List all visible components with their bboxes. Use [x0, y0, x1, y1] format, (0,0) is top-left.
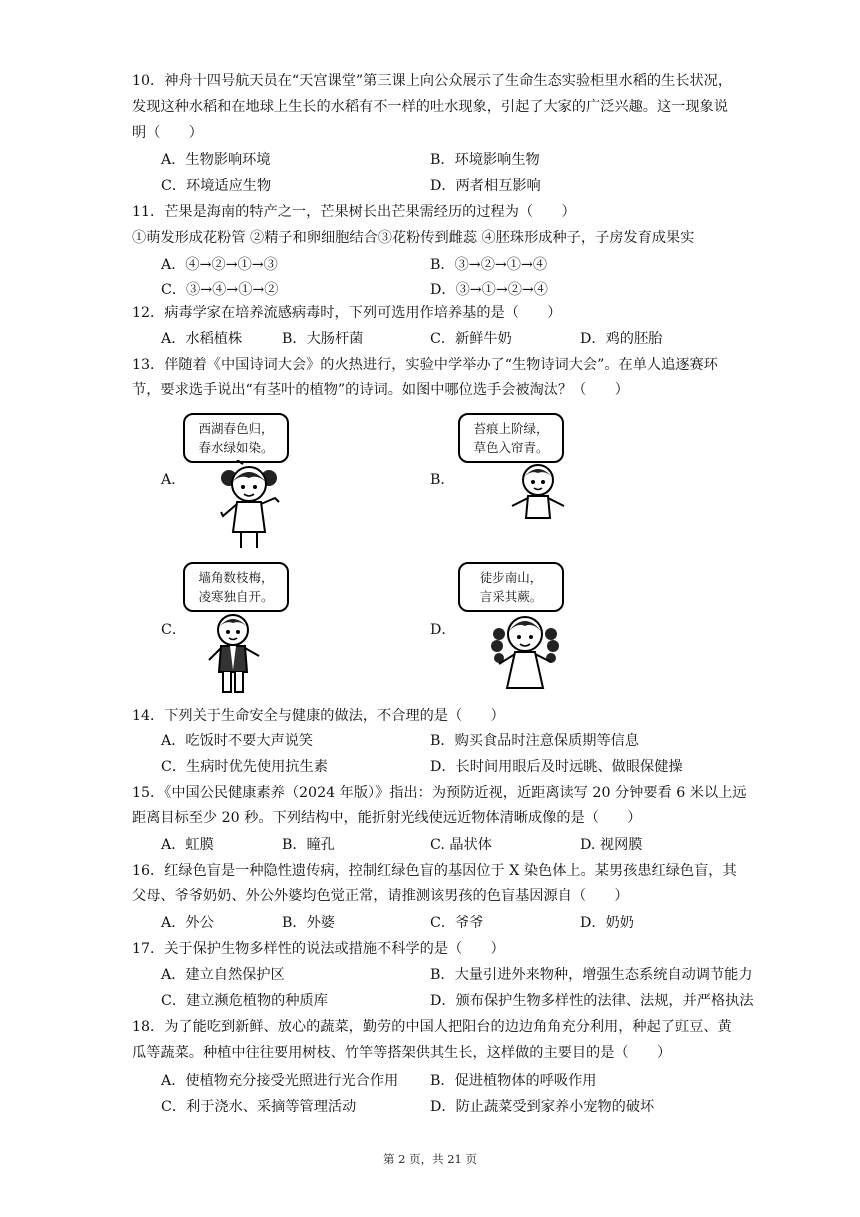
q17-line-1: 17．关于保护生物多样性的说法或措施不科学的是（ ）	[132, 941, 505, 957]
q11-option-c[interactable]: C．③→④→①→②	[161, 282, 279, 298]
q13-option-c-label[interactable]: C．	[161, 622, 187, 638]
q11-line-1: 11．芒果是海南的特产之一，芒果树长出芒果需经历的过程为（ ）	[132, 204, 576, 220]
bubble-c-line-2: 凌寒独自开。	[198, 589, 274, 604]
q10-line-1: 10．神舟十四号航天员在“天宫课堂”第三课上向公众展示了生命生态实验柜里水稻的生长状况，	[132, 73, 733, 89]
q14-option-d[interactable]: D．长时间用眼后及时远眺、做眼保健操	[430, 759, 683, 775]
q11-line-2: ①萌发形成花粉管 ②精子和卵细胞结合③花粉传到雌蕊 ④胚珠形成种子，子房发育成果实	[132, 230, 695, 246]
q16-line-2: 父母、爷爷奶奶、外公外婆均色觉正常，请推测该男孩的色盲基因源自（ ）	[132, 888, 629, 904]
q14-option-b[interactable]: B．购买食品时注意保质期等信息	[430, 733, 640, 749]
q13-option-d-label[interactable]: D．	[430, 622, 456, 638]
q16-option-a[interactable]: A．外公	[161, 915, 214, 931]
q17-option-b[interactable]: B．大量引进外来物种，增强生态系统自动调节能力	[430, 967, 753, 983]
q11-option-b[interactable]: B．③→②→①→④	[430, 257, 548, 273]
bubble-d-line-2: 言采其蕨。	[479, 589, 543, 604]
q15-option-b[interactable]: B．瞳孔	[282, 837, 335, 853]
q18-line-2: 瓜等蔬菜。种植中往往要用树枝、竹竿等搭架供其生长，这样做的主要目的是（ ）	[132, 1045, 672, 1061]
q10-option-a[interactable]: A．生物影响环境	[161, 152, 271, 168]
q18-option-d[interactable]: D．防止蔬菜受到家养小宠物的破坏	[430, 1099, 655, 1115]
q17-option-d[interactable]: D．颁布保护生物多样性的法律、法规，并严格执法	[430, 993, 754, 1009]
q10-option-c[interactable]: C．环境适应生物	[161, 178, 272, 194]
q15-line-2: 距离目标至少 20 秒。下列结构中，能折射光线使远近物体清晰成像的是（ ）	[132, 810, 642, 826]
q18-line-1: 18．为了能吃到新鲜、放心的蔬菜，勤劳的中国人把阳台的边边角角充分利用，种起了豇豆、黄	[132, 1019, 732, 1035]
q12-option-d[interactable]: D．鸡的胚胎	[580, 331, 663, 347]
q12-option-a[interactable]: A．水稻植株	[161, 331, 243, 347]
girl-curly-figure	[483, 612, 567, 694]
bubble-b-line-2: 草色入帘青。	[473, 440, 549, 455]
q18-option-a[interactable]: A．使植物充分接受光照进行光合作用	[161, 1073, 399, 1089]
bubble-b-line-1: 苔痕上阶绿，	[473, 421, 549, 436]
q10-option-b[interactable]: B．环境影响生物	[430, 152, 540, 168]
q13-option-a-label[interactable]: A．	[161, 472, 186, 488]
q10-option-d[interactable]: D．两者相互影响	[430, 178, 541, 194]
bubble-c-line-1: 墙角数枝梅，	[198, 570, 274, 585]
q12-option-c[interactable]: C．新鲜牛奶	[430, 331, 512, 347]
q10-line-3: 明（ ）	[132, 125, 203, 141]
q18-option-b[interactable]: B．促进植物体的呼吸作用	[430, 1073, 597, 1089]
q17-option-c[interactable]: C．建立濒危植物的种质库	[161, 993, 328, 1009]
q14-option-c[interactable]: C．生病时优先使用抗生素	[161, 759, 328, 775]
q16-option-b[interactable]: B．外婆	[282, 915, 335, 931]
q11-option-d[interactable]: D．③→①→②→④	[430, 282, 548, 298]
page-number-footer: 第 2 页，共 21 页	[382, 1152, 478, 1166]
q10-line-2: 发现这种水稻和在地球上生长的水稻有不一样的吐水现象，引起了大家的广泛兴趣。这一现象说	[132, 99, 728, 115]
bubble-d-line-1: 徒步南山，	[479, 570, 543, 585]
q12-option-b[interactable]: B．大肠杆菌	[282, 331, 364, 347]
q13-line-2: 节，要求选手说出“有茎叶的植物”的诗词。如图中哪位选手会被淘汰？（ ）	[132, 382, 629, 398]
bubble-a-line-2: 春水绿如染。	[198, 440, 274, 455]
q13-option-b-label[interactable]: B．	[430, 472, 455, 488]
q15-option-d[interactable]: D. 视网膜	[580, 837, 643, 853]
q16-option-d[interactable]: D．奶奶	[580, 915, 634, 931]
bubble-a-line-1: 西湖春色归，	[198, 421, 274, 436]
q13-line-1: 13．伴随着《中国诗词大会》的火热进行，实验中学举办了“生物诗词大会”。在单人追逐赛环	[132, 357, 718, 373]
boy-figure	[502, 462, 574, 522]
q14-option-a[interactable]: A．吃饭时不要大声说笑	[161, 733, 314, 749]
q15-line-1: 15．《中国公民健康素养（2024 年版）》指出：为预防近视，近距离读写 20 分钟要看 6 米以上远	[132, 785, 747, 801]
speech-bubble-a	[183, 413, 289, 463]
speech-bubble-d	[458, 562, 564, 612]
q16-option-c[interactable]: C．爷爷	[430, 915, 484, 931]
q15-option-c[interactable]: C. 晶状体	[430, 837, 492, 853]
q16-line-1: 16．红绿色盲是一种隐性遗传病，控制红绿色盲的基因位于 X 染色体上。某男孩患红绿色盲，其	[132, 863, 737, 879]
q15-option-a[interactable]: A．虹膜	[161, 837, 214, 853]
q12-line-1: 12．病毒学家在培养流感病毒时，下列可选用作培养基的是（ ）	[132, 305, 562, 321]
boy-vest-figure	[197, 612, 269, 694]
q14-line-1: 14．下列关于生命安全与健康的做法，不合理的是（ ）	[132, 708, 505, 724]
girl-pigtails-figure	[213, 460, 285, 550]
speech-bubble-c	[183, 562, 289, 612]
q17-option-a[interactable]: A．建立自然保护区	[161, 967, 285, 983]
speech-bubble-b	[458, 413, 564, 463]
q11-option-a[interactable]: A．④→②→①→③	[161, 257, 278, 273]
q18-option-c[interactable]: C．利于浇水、采摘等管理活动	[161, 1099, 357, 1115]
